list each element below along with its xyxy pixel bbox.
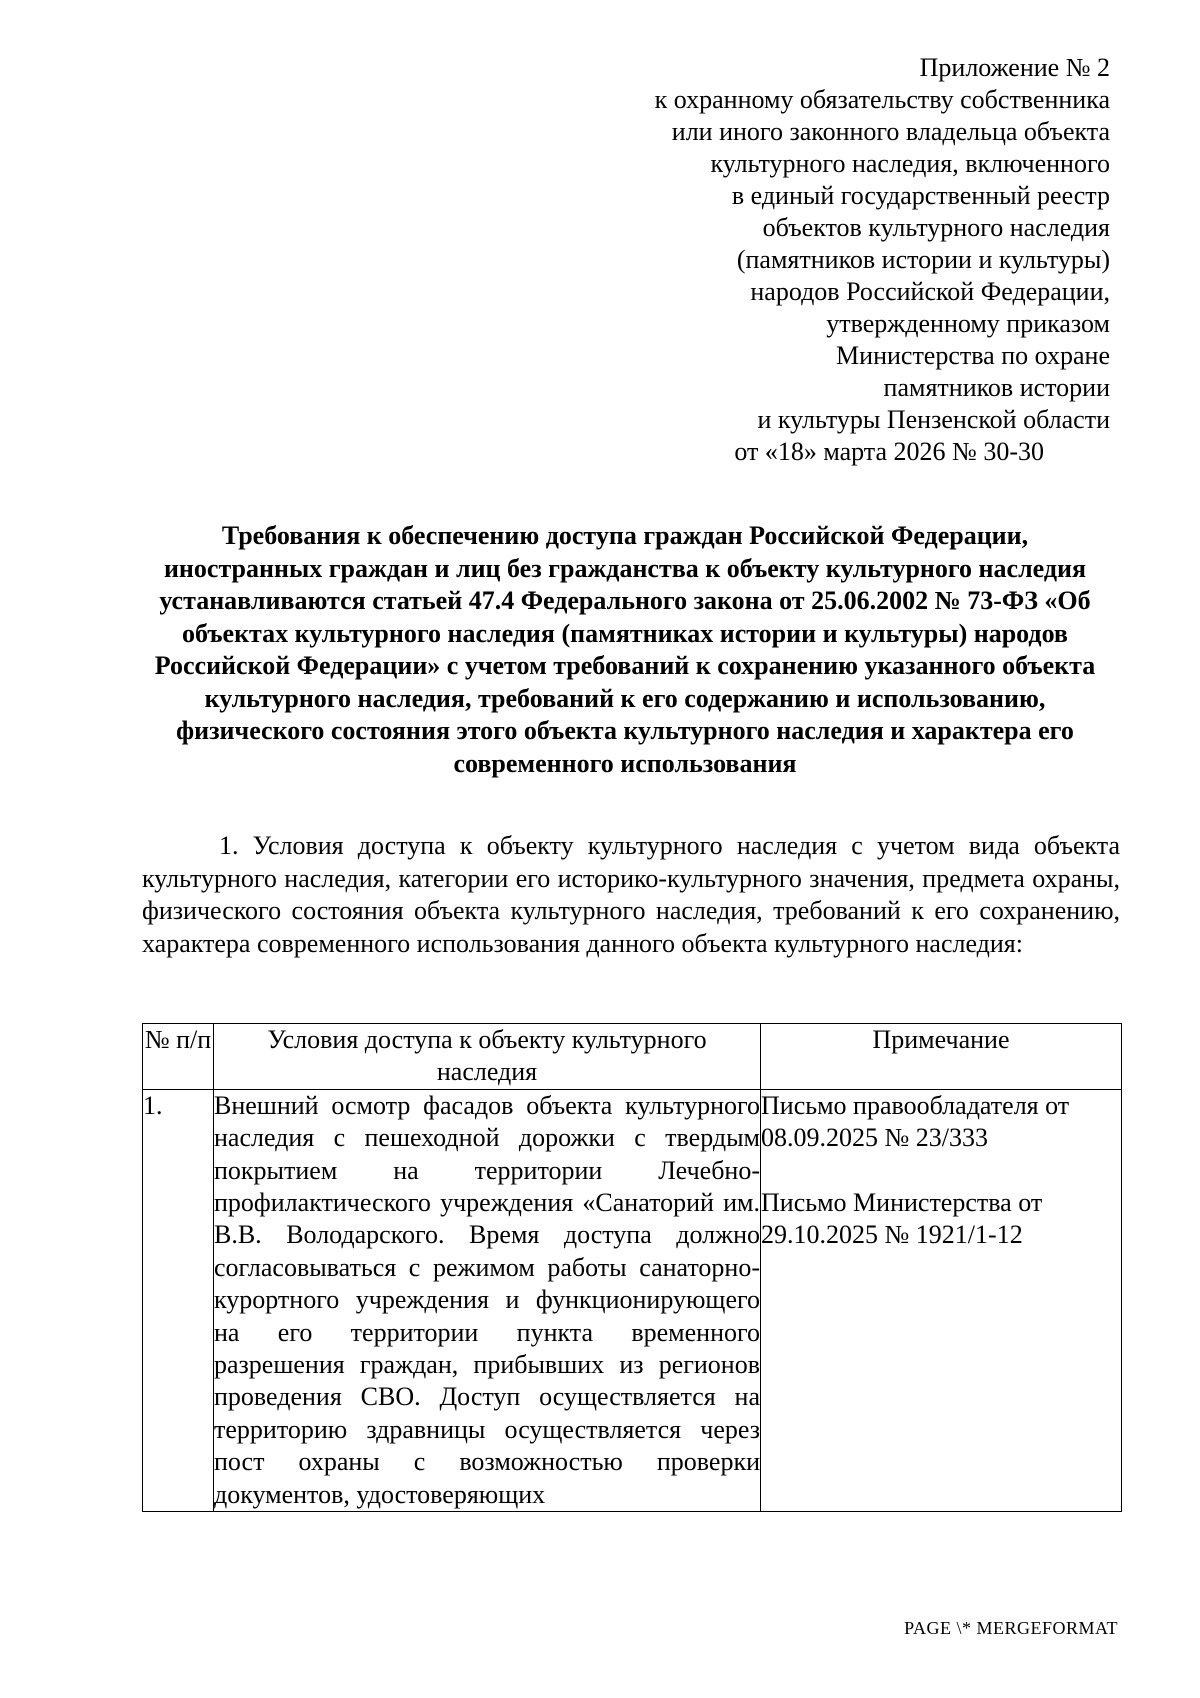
appendix-line: утвержденному приказом <box>826 309 1110 338</box>
appendix-line: памятников истории <box>883 373 1110 402</box>
table-header-row <box>143 1024 1122 1090</box>
appendix-line: Министерства по охране <box>836 341 1110 370</box>
appendix-line: и культуры Пензенской области <box>757 405 1110 434</box>
appendix-date-line: от «18» марта 2026 № 30-30 <box>734 437 1044 466</box>
appendix-line: народов Российской Федерации, <box>750 277 1110 306</box>
access-conditions-table <box>142 1023 1122 1512</box>
appendix-line: объектов культурного наследия <box>762 213 1110 242</box>
row-number: 1. <box>143 1089 214 1511</box>
appendix-line: Приложение № 2 <box>919 53 1110 82</box>
header-note: Примечание <box>761 1024 1122 1090</box>
page-footer: PAGE \* MERGEFORMAT <box>904 1618 1118 1638</box>
appendix-header <box>510 52 1110 468</box>
appendix-line: культурного наследия, включенного <box>710 149 1110 178</box>
note-owner-letter: Письмо правообладателя от 08.09.2025 № 23/333 <box>761 1090 1070 1153</box>
note-ministry-letter: Письмо Министерства от 29.10.2025 № 1921/1-12 <box>761 1187 1043 1250</box>
row-note <box>761 1089 1122 1511</box>
appendix-line: к охранному обязательству собственника <box>654 85 1110 114</box>
table-row <box>143 1089 1122 1511</box>
appendix-line: или иного законного владельца объекта <box>671 117 1110 146</box>
appendix-line: (памятников истории и культуры) <box>736 245 1110 274</box>
header-number: № п/п <box>143 1024 214 1090</box>
section-1-paragraph: 1. Условия доступа к объекту культурного наследия с учетом вида объекта культурного наследия, категории его историко-культурного значения, предмета охраны, физического состояния объекта культурного наследия, требований к его сохранению, характера современного использования данного объекта культурного наследия: <box>142 831 1120 958</box>
document-title: Требования к обеспечению доступа граждан Российской Федерации, иностранных граждан и лиц без гражданства к объекту культурного наследия устанавливаются статьей 47.4 Федерального закона от 25.06.2002 № 73-ФЗ «Об объектах культурного наследия (памятниках истории и культуры) народов Российской Федерации» с учетом требований к сохранению указанного объекта культурного наследия, требований к его содержанию и использованию, физического состояния этого объекта культурного наследия и характера его современного использования <box>154 521 1096 778</box>
row-conditions: Внешний осмотр фасадов объекта культурного наследия с пешеходной дорожки с твердым покрытием на территории Лечебно-профилактического учреждения «Санаторий им. В.В. Володарского. Время доступа должно согласовываться с режимом работы санаторно-курортного учреждения и функционирующего на его территории пункта временного разрешения граждан, прибывших из регионов проведения СВО. Доступ осуществляется на территорию здравницы осуществляется через пост охраны с возможностью проверки документов, удостоверяющих <box>214 1089 761 1511</box>
header-conditions: Условия доступа к объекту культурного наследия <box>214 1024 761 1090</box>
appendix-line: в единый государственный реестр <box>731 181 1110 210</box>
